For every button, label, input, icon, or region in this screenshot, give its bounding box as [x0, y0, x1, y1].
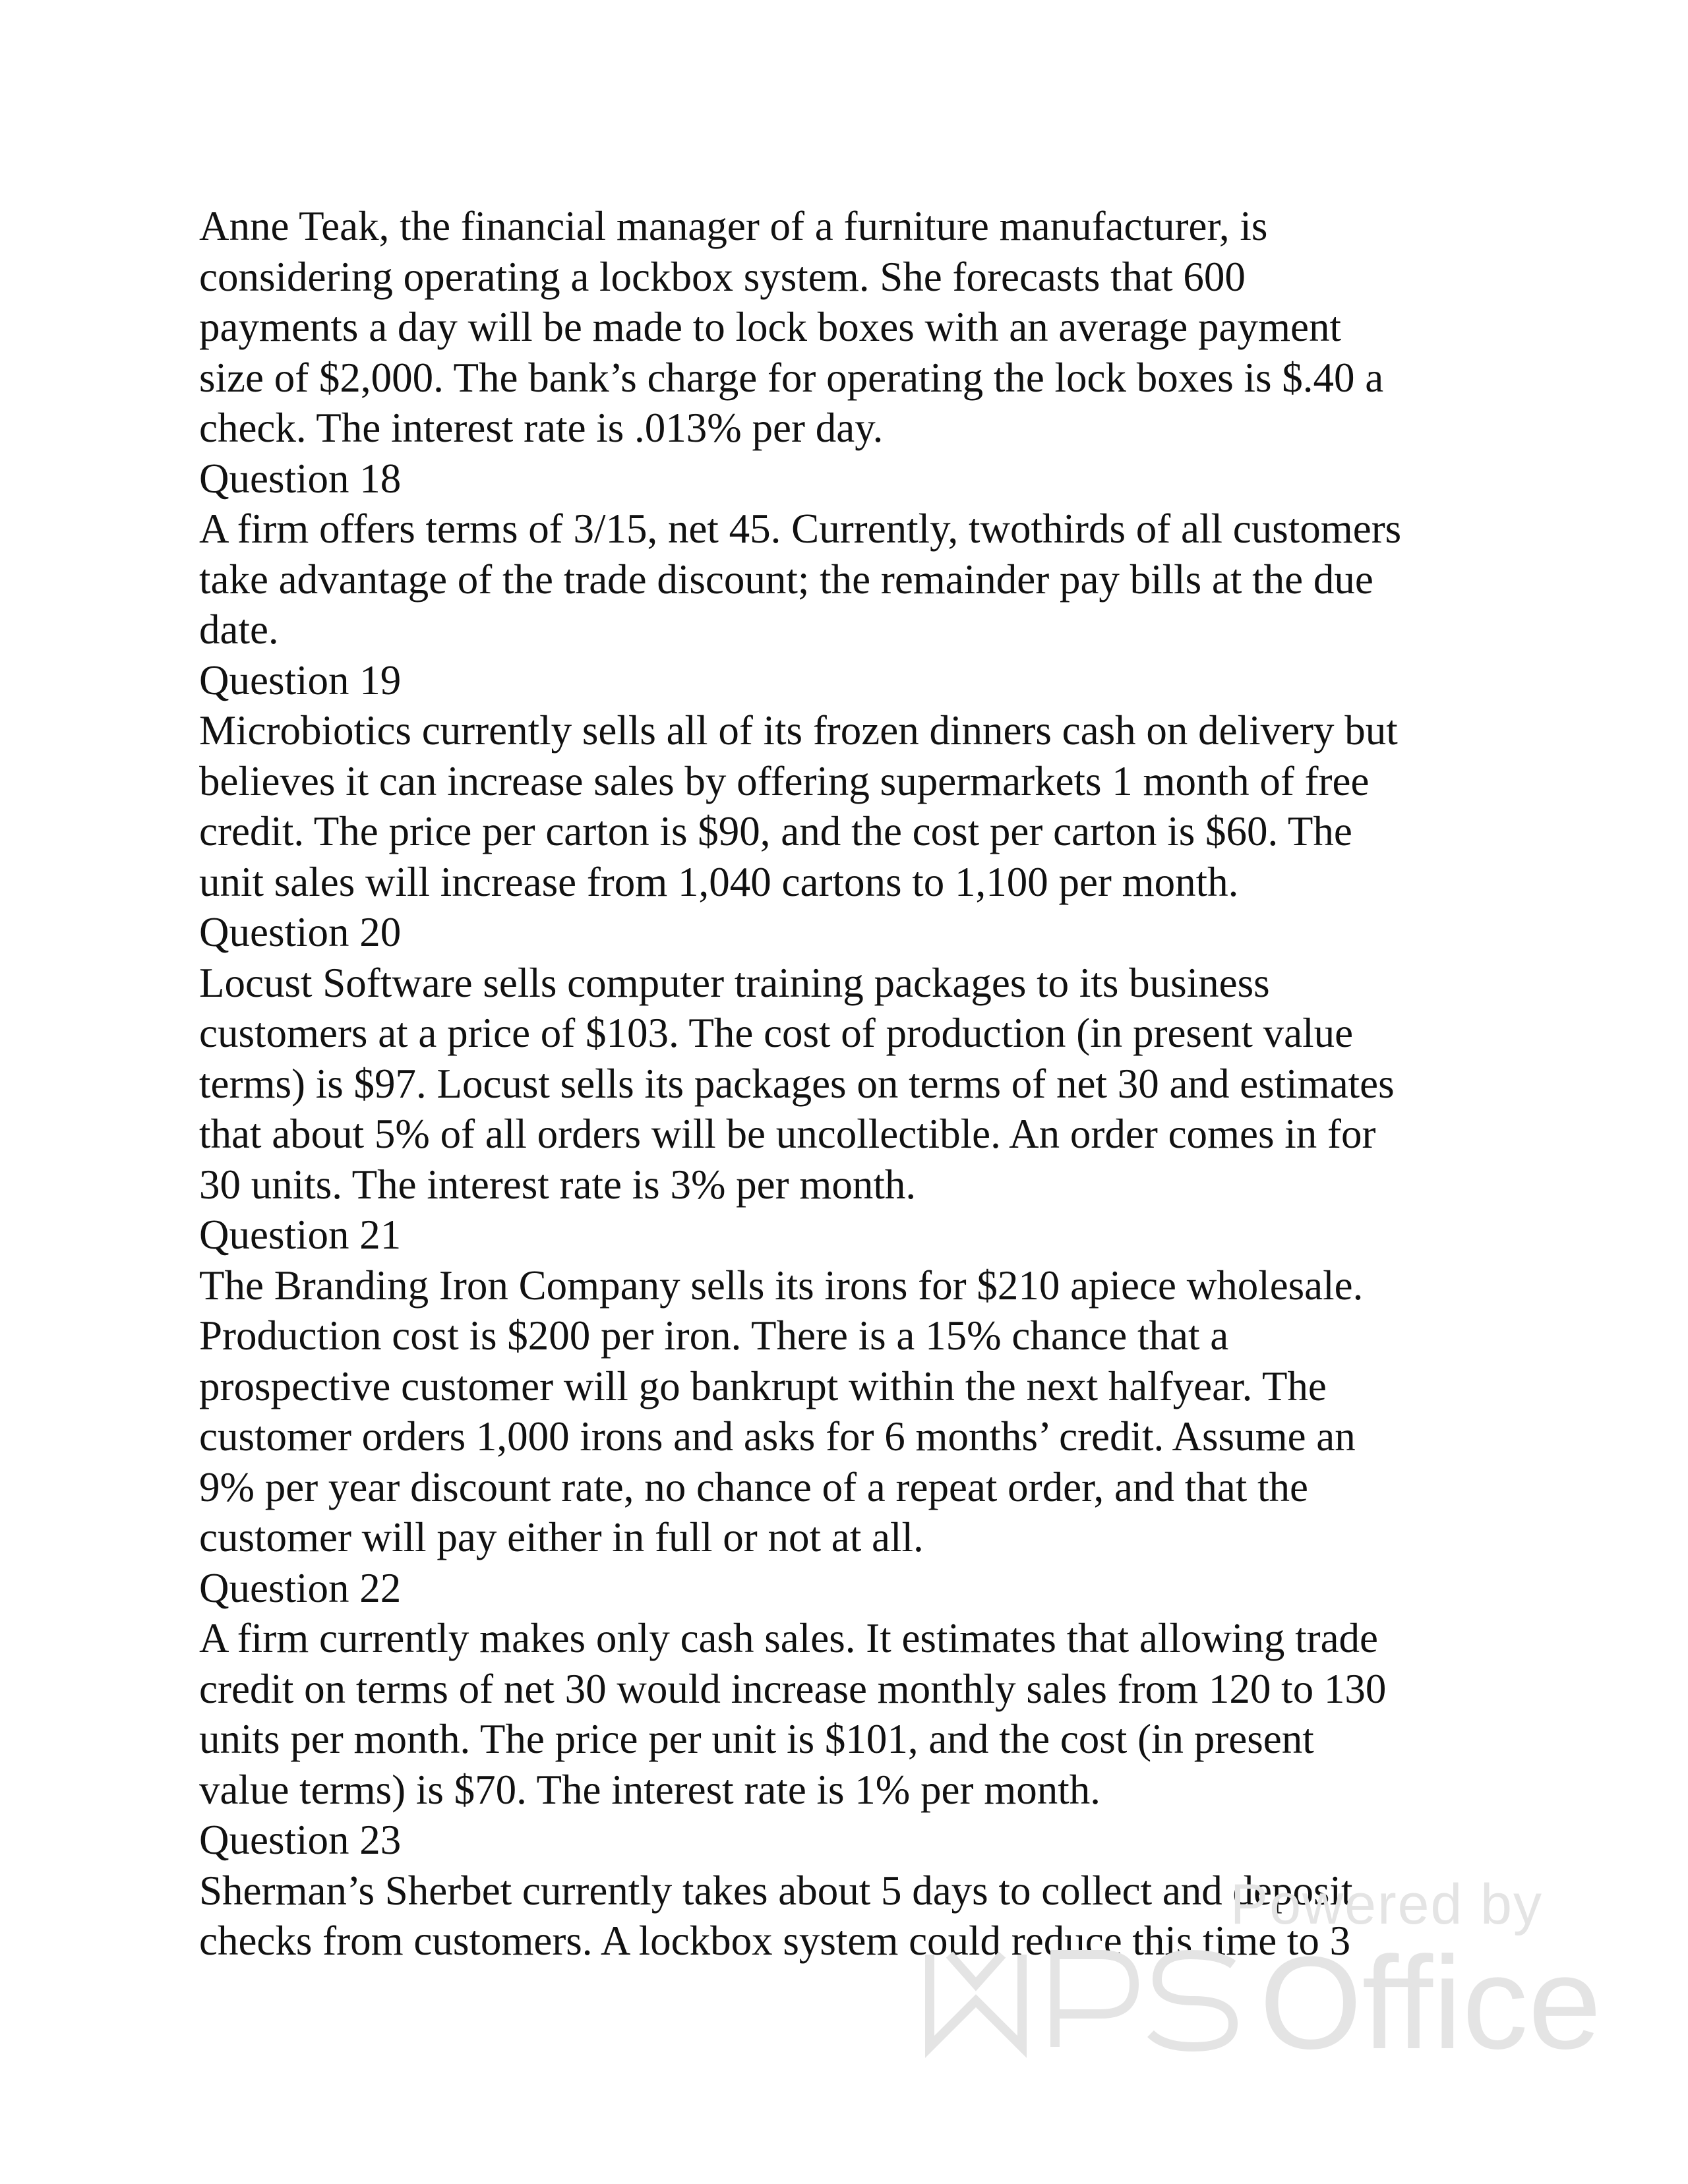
text-line: considering operating a lockbox system. She forecasts that 600	[199, 253, 1246, 300]
wps-office-logo	[923, 1930, 1602, 2077]
question-heading: Question 20	[199, 909, 402, 955]
question-heading: Question 19	[199, 657, 402, 703]
text-line: A firm currently makes only cash sales. It estimates that allowing trade	[199, 1615, 1378, 1661]
document-body	[199, 201, 1518, 1966]
text-line: Anne Teak, the financial manager of a furniture manufacturer, is	[199, 203, 1268, 249]
wps-watermark	[923, 1872, 1602, 2077]
text-line: unit sales will increase from 1,040 cartons to 1,100 per month.	[199, 858, 1239, 905]
question-heading: Question 21	[199, 1212, 402, 1258]
text-line: Microbiotics currently sells all of its frozen dinners cash on delivery but	[199, 707, 1398, 753]
text-line: customers at a price of $103. The cost of production (in present value	[199, 1010, 1354, 1056]
text-line: payments a day will be made to lock boxes with an average payment	[199, 304, 1341, 350]
text-line: Locust Software sells computer training packages to its business	[199, 959, 1270, 1006]
question-heading: Question 22	[199, 1564, 402, 1611]
text-line: checks from customers. A lockbox system could reduce this time to 3	[199, 1918, 1351, 1964]
text-line: customer will pay either in full or not at all.	[199, 1514, 924, 1560]
question-heading: Question 18	[199, 455, 402, 502]
text-line: value terms) is $70. The interest rate is 1% per month.	[199, 1766, 1100, 1813]
text-line: 9% per year discount rate, no chance of a repeat order, and that the	[199, 1463, 1308, 1510]
text-line: believes it can increase sales by offering supermarkets 1 month of free	[199, 757, 1370, 804]
text-line: units per month. The price per unit is $101, and the cost (in present	[199, 1716, 1314, 1762]
text-line: Production cost is $200 per iron. There is a 15% chance that a	[199, 1313, 1229, 1359]
text-line: customer orders 1,000 irons and asks for 6 months’ credit. Assume an	[199, 1413, 1356, 1460]
text-line: prospective customer will go bankrupt within the next halfyear. The	[199, 1363, 1327, 1409]
text-line: that about 5% of all orders will be uncollectible. An order comes in for	[199, 1111, 1376, 1157]
text-line: size of $2,000. The bank’s charge for operating the lock boxes is $.40 a	[199, 354, 1384, 401]
text-line: check. The interest rate is .013% per day.	[199, 405, 884, 451]
watermark-product: Office	[1259, 1930, 1602, 2077]
text-line: credit on terms of net 30 would increase monthly sales from 120 to 130	[199, 1665, 1387, 1712]
text-line: terms) is $97. Locust sells its packages on terms of net 30 and estimates	[199, 1060, 1395, 1107]
text-line: Sherman’s Sherbet currently takes about 5 days to collect and deposit	[199, 1867, 1353, 1914]
text-line: A firm offers terms of 3/15, net 45. Currently, twothirds of all customers	[199, 506, 1402, 552]
text-line: 30 units. The interest rate is 3% per month.	[199, 1161, 917, 1208]
watermark-powered-by: Powered by	[1230, 1873, 1543, 1936]
question-heading: Question 23	[199, 1817, 402, 1863]
text-line: date.	[199, 606, 279, 653]
text-line: credit. The price per carton is $90, and the cost per carton is $60. The	[199, 808, 1352, 854]
text-line: take advantage of the trade discount; the remainder pay bills at the due	[199, 556, 1373, 603]
text-line: The Branding Iron Company sells its irons for $210 apiece wholesale.	[199, 1262, 1364, 1309]
